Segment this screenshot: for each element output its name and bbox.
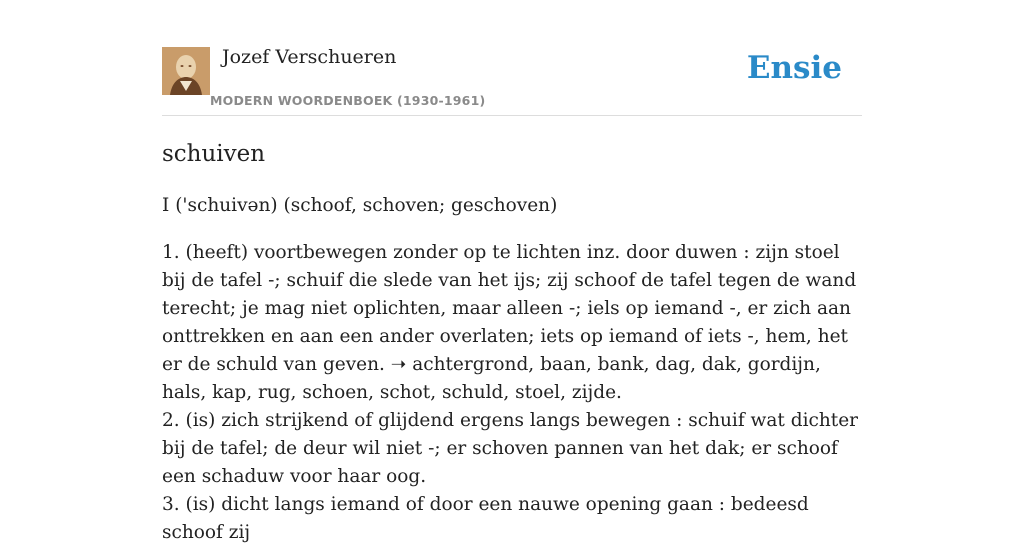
definition-item: 3. (is) dicht langs iemand of door een nauwe opening gaan : bedeesd schoof zij <box>162 494 809 543</box>
portrait-icon <box>162 47 210 95</box>
definition-item: 1. (heeft) voortbewegen zonder op te lichten inz. door duwen : zijn stoel bij de tafel -; schuif die slede van het ijs; zij schoof de tafel tegen de wand terecht; je mag niet oplichten, maar alleen -; iels op iemand -, er zich aan onttrekken en aan een ander overlaten; iets op iemand of iets -, hem, het er de schuld van geven. ➝ achtergrond, baan, bank, dag, dak, gordijn, hals, kap, rug, schoen, schot, schuld, stoel, zijde. <box>162 242 857 403</box>
entry-title: schuiven <box>162 141 266 167</box>
entry-pronunciation: I ('schuivən) (schoof, schoven; geschoven) <box>162 195 558 216</box>
author-avatar[interactable] <box>162 47 210 95</box>
source-label: MODERN WOORDENBOEK (1930-1961) <box>210 93 486 108</box>
ensie-logo[interactable]: Ensie <box>746 50 842 86</box>
entry-body <box>162 239 864 547</box>
author-name[interactable]: Jozef Verschueren <box>222 46 397 68</box>
page <box>162 0 862 543</box>
header <box>162 0 862 116</box>
definition-item: 2. (is) zich strijkend of glijdend ergens langs bewegen : schuif wat dichter bij de tafel; de deur wil niet -; er schoven pannen van het dak; er schoof een schaduw voor haar oog. <box>162 410 858 487</box>
